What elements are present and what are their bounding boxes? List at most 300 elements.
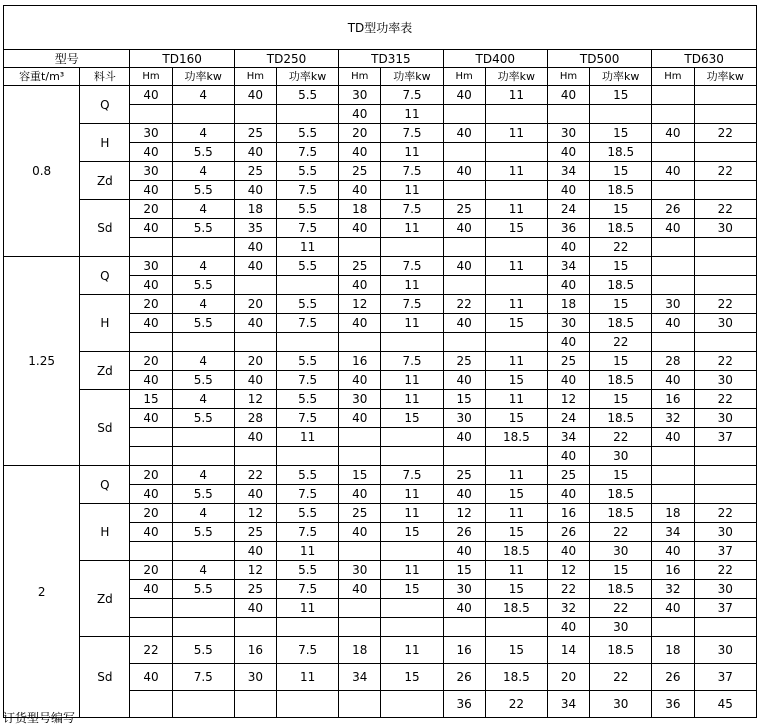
power-value-cell: 15 xyxy=(485,219,547,238)
hm-value-cell: 40 xyxy=(547,238,589,257)
power-value-cell: 22 xyxy=(694,200,757,219)
power-value-cell xyxy=(694,105,757,124)
hm-value-cell: 30 xyxy=(547,124,589,143)
power-value-cell xyxy=(381,599,443,618)
power-value-cell: 30 xyxy=(694,523,757,542)
power-value-cell: 15 xyxy=(590,257,652,276)
power-value-cell: 15 xyxy=(485,314,547,333)
hm-value-cell: 26 xyxy=(652,664,694,691)
hm-value-cell: 25 xyxy=(339,504,381,523)
material-header: 料斗 xyxy=(80,68,130,86)
hm-value-cell: 26 xyxy=(547,523,589,542)
hm-value-cell xyxy=(234,618,276,637)
power-value-cell: 15 xyxy=(590,352,652,371)
hm-value-cell: 30 xyxy=(443,580,485,599)
power-value-cell: 4 xyxy=(172,200,234,219)
hm-value-cell xyxy=(652,143,694,162)
hm-value-cell: 12 xyxy=(547,561,589,580)
power-value-cell xyxy=(694,333,757,352)
hm-value-cell: 40 xyxy=(339,219,381,238)
hm-value-cell: 40 xyxy=(234,86,276,105)
td-power-table xyxy=(3,5,757,718)
power-value-cell xyxy=(277,105,339,124)
capacity-cell: 0.8 xyxy=(4,86,80,257)
power-value-cell: 11 xyxy=(485,295,547,314)
power-value-cell: 22 xyxy=(485,691,547,718)
hm-value-cell: 30 xyxy=(234,664,276,691)
power-header: 功率kw xyxy=(277,68,339,86)
power-value-cell xyxy=(381,542,443,561)
hm-value-cell: 20 xyxy=(130,561,172,580)
power-value-cell: 18.5 xyxy=(590,143,652,162)
power-value-cell: 7.5 xyxy=(277,371,339,390)
hm-value-cell: 40 xyxy=(234,371,276,390)
hm-value-cell: 25 xyxy=(234,580,276,599)
hm-value-cell: 40 xyxy=(443,314,485,333)
hm-value-cell: 12 xyxy=(547,390,589,409)
hm-value-cell: 40 xyxy=(547,542,589,561)
hm-value-cell: 12 xyxy=(339,295,381,314)
power-value-cell: 22 xyxy=(694,162,757,181)
power-value-cell: 5.5 xyxy=(277,352,339,371)
power-value-cell: 11 xyxy=(485,200,547,219)
hm-value-cell: 40 xyxy=(234,181,276,200)
power-value-cell xyxy=(172,599,234,618)
power-value-cell: 37 xyxy=(694,599,757,618)
hm-value-cell: 40 xyxy=(547,181,589,200)
hm-value-cell: 30 xyxy=(130,162,172,181)
power-value-cell: 11 xyxy=(277,428,339,447)
hm-value-cell: 28 xyxy=(234,409,276,428)
hm-value-cell: 15 xyxy=(443,561,485,580)
hm-value-cell: 40 xyxy=(130,143,172,162)
power-value-cell: 15 xyxy=(590,390,652,409)
hm-value-cell xyxy=(443,238,485,257)
hm-value-cell: 18 xyxy=(339,200,381,219)
power-value-cell: 7.5 xyxy=(381,352,443,371)
power-value-cell: 22 xyxy=(694,352,757,371)
power-value-cell: 15 xyxy=(381,664,443,691)
power-value-cell: 7.5 xyxy=(381,200,443,219)
hm-value-cell: 40 xyxy=(234,599,276,618)
power-value-cell: 15 xyxy=(590,295,652,314)
power-value-cell: 30 xyxy=(694,371,757,390)
hm-value-cell xyxy=(443,105,485,124)
hm-value-cell: 22 xyxy=(443,295,485,314)
hm-value-cell: 25 xyxy=(234,162,276,181)
hm-value-cell xyxy=(339,428,381,447)
power-value-cell xyxy=(172,542,234,561)
power-value-cell: 4 xyxy=(172,504,234,523)
hm-value-cell: 26 xyxy=(443,664,485,691)
power-value-cell: 30 xyxy=(590,542,652,561)
power-value-cell: 7.5 xyxy=(277,219,339,238)
power-value-cell: 7.5 xyxy=(277,580,339,599)
table-row xyxy=(4,352,757,371)
hm-value-cell: 24 xyxy=(547,200,589,219)
hm-value-cell: 12 xyxy=(234,504,276,523)
power-value-cell xyxy=(694,181,757,200)
power-value-cell: 18.5 xyxy=(590,637,652,664)
power-value-cell xyxy=(694,86,757,105)
hm-value-cell xyxy=(652,238,694,257)
hm-value-cell: 40 xyxy=(234,257,276,276)
hm-value-cell: 15 xyxy=(443,390,485,409)
hm-value-cell xyxy=(130,542,172,561)
hm-value-cell: 15 xyxy=(130,390,172,409)
hm-value-cell: 16 xyxy=(547,504,589,523)
power-value-cell: 11 xyxy=(381,637,443,664)
power-value-cell: 5.5 xyxy=(172,523,234,542)
hm-value-cell xyxy=(443,181,485,200)
power-value-cell: 15 xyxy=(485,409,547,428)
power-value-cell: 5.5 xyxy=(277,124,339,143)
power-value-cell: 11 xyxy=(485,257,547,276)
table-row xyxy=(4,257,757,276)
power-value-cell: 5.5 xyxy=(172,314,234,333)
power-value-cell: 30 xyxy=(590,447,652,466)
power-value-cell xyxy=(694,257,757,276)
hm-value-cell: 25 xyxy=(339,257,381,276)
power-value-cell: 4 xyxy=(172,561,234,580)
power-value-cell xyxy=(694,447,757,466)
power-value-cell: 15 xyxy=(485,485,547,504)
power-value-cell: 22 xyxy=(590,664,652,691)
hm-value-cell xyxy=(443,447,485,466)
power-value-cell xyxy=(172,618,234,637)
hm-value-cell xyxy=(130,599,172,618)
hm-value-cell: 40 xyxy=(339,409,381,428)
power-value-cell: 7.5 xyxy=(277,523,339,542)
power-value-cell: 18.5 xyxy=(590,409,652,428)
power-value-cell: 18.5 xyxy=(590,580,652,599)
bucket-type-cell: Zd xyxy=(80,352,130,390)
power-value-cell: 15 xyxy=(590,124,652,143)
hm-value-cell: 40 xyxy=(234,143,276,162)
hm-value-cell: 14 xyxy=(547,637,589,664)
power-value-cell: 18.5 xyxy=(485,599,547,618)
hm-value-cell: 40 xyxy=(339,580,381,599)
model-header-td315: TD315 xyxy=(339,50,443,68)
hm-value-cell: 40 xyxy=(652,219,694,238)
power-value-cell: 15 xyxy=(590,162,652,181)
power-value-cell: 4 xyxy=(172,162,234,181)
power-value-cell: 30 xyxy=(590,691,652,718)
hm-value-cell xyxy=(547,105,589,124)
power-value-cell: 7.5 xyxy=(277,143,339,162)
power-value-cell xyxy=(694,238,757,257)
power-value-cell: 5.5 xyxy=(277,504,339,523)
power-value-cell xyxy=(694,485,757,504)
table-row xyxy=(4,561,757,580)
power-value-cell: 7.5 xyxy=(172,664,234,691)
hm-value-cell: 40 xyxy=(130,485,172,504)
hm-value-cell: 40 xyxy=(443,162,485,181)
hm-value-cell: 40 xyxy=(652,371,694,390)
power-value-cell xyxy=(694,276,757,295)
hm-value-cell: 18 xyxy=(234,200,276,219)
hm-value-cell: 26 xyxy=(443,523,485,542)
power-value-cell: 11 xyxy=(381,181,443,200)
hm-value-cell: 32 xyxy=(652,409,694,428)
bucket-type-cell: Q xyxy=(80,466,130,504)
power-value-cell: 11 xyxy=(381,371,443,390)
hm-value-cell: 22 xyxy=(547,580,589,599)
hm-value-cell: 26 xyxy=(652,200,694,219)
hm-value-cell: 40 xyxy=(234,428,276,447)
hm-value-cell xyxy=(234,276,276,295)
hm-value-cell: 20 xyxy=(130,200,172,219)
hm-value-cell xyxy=(339,599,381,618)
power-value-cell: 18.5 xyxy=(590,485,652,504)
hm-value-cell: 40 xyxy=(234,485,276,504)
power-value-cell: 5.5 xyxy=(277,200,339,219)
power-value-cell: 5.5 xyxy=(277,466,339,485)
table-row xyxy=(4,295,757,314)
hm-value-cell: 36 xyxy=(443,691,485,718)
power-value-cell: 18.5 xyxy=(590,504,652,523)
hm-value-cell: 40 xyxy=(443,257,485,276)
hm-value-cell: 24 xyxy=(547,409,589,428)
bucket-type-cell: Q xyxy=(80,86,130,124)
power-value-cell: 5.5 xyxy=(172,143,234,162)
power-table-sheet xyxy=(3,5,757,718)
footer-note: 订货型号编写 xyxy=(3,711,76,725)
hm-value-cell: 40 xyxy=(234,314,276,333)
hm-value-cell: 36 xyxy=(652,691,694,718)
hm-value-cell xyxy=(339,333,381,352)
hm-value-cell: 40 xyxy=(130,314,172,333)
power-value-cell: 11 xyxy=(485,466,547,485)
hm-value-cell xyxy=(652,276,694,295)
model-header-td160: TD160 xyxy=(130,50,234,68)
power-value-cell: 15 xyxy=(590,86,652,105)
hm-value-cell xyxy=(130,691,172,718)
power-value-cell: 5.5 xyxy=(277,86,339,105)
power-header: 功率kw xyxy=(694,68,757,86)
hm-value-cell: 34 xyxy=(547,428,589,447)
hm-value-cell: 40 xyxy=(652,314,694,333)
power-value-cell: 7.5 xyxy=(277,637,339,664)
bucket-type-cell: Sd xyxy=(80,390,130,466)
hm-value-cell: 40 xyxy=(652,124,694,143)
hm-value-cell: 16 xyxy=(652,390,694,409)
hm-value-cell: 40 xyxy=(547,485,589,504)
hm-value-cell: 40 xyxy=(652,542,694,561)
bucket-type-cell: Zd xyxy=(80,561,130,637)
power-value-cell: 18.5 xyxy=(590,181,652,200)
hm-value-cell: 30 xyxy=(339,86,381,105)
power-value-cell: 5.5 xyxy=(277,390,339,409)
watermark xyxy=(300,345,307,370)
power-value-cell: 18.5 xyxy=(485,664,547,691)
power-value-cell: 22 xyxy=(590,428,652,447)
power-value-cell: 5.5 xyxy=(172,276,234,295)
hm-value-cell: 34 xyxy=(339,664,381,691)
hm-value-cell: 22 xyxy=(130,637,172,664)
hm-value-cell xyxy=(339,238,381,257)
hm-value-cell: 32 xyxy=(652,580,694,599)
hm-value-cell: 40 xyxy=(652,599,694,618)
power-value-cell: 11 xyxy=(381,485,443,504)
power-value-cell xyxy=(277,333,339,352)
table-row xyxy=(4,200,757,219)
table-title: TD型功率表 xyxy=(4,6,757,50)
hm-value-cell xyxy=(443,143,485,162)
hm-value-cell: 30 xyxy=(339,390,381,409)
power-value-cell xyxy=(485,143,547,162)
hm-value-cell xyxy=(234,691,276,718)
hm-value-cell xyxy=(652,86,694,105)
power-header: 功率kw xyxy=(590,68,652,86)
hm-value-cell: 15 xyxy=(339,466,381,485)
hm-value-cell: 40 xyxy=(234,542,276,561)
power-value-cell: 22 xyxy=(590,238,652,257)
hm-value-cell: 40 xyxy=(652,428,694,447)
hm-header: Hm xyxy=(652,68,694,86)
hm-value-cell: 40 xyxy=(234,238,276,257)
table-row xyxy=(4,124,757,143)
hm-value-cell: 30 xyxy=(547,314,589,333)
power-value-cell: 7.5 xyxy=(277,485,339,504)
model-header-td250: TD250 xyxy=(234,50,338,68)
hm-value-cell: 28 xyxy=(652,352,694,371)
hm-value-cell xyxy=(443,276,485,295)
hm-value-cell: 40 xyxy=(443,124,485,143)
hm-value-cell: 18 xyxy=(547,295,589,314)
hm-value-cell: 40 xyxy=(339,314,381,333)
power-value-cell xyxy=(381,691,443,718)
power-value-cell xyxy=(277,447,339,466)
table-row xyxy=(4,504,757,523)
power-value-cell: 22 xyxy=(590,599,652,618)
power-value-cell: 11 xyxy=(277,599,339,618)
power-value-cell: 18.5 xyxy=(485,542,547,561)
hm-value-cell xyxy=(130,105,172,124)
hm-value-cell: 34 xyxy=(547,162,589,181)
power-value-cell: 7.5 xyxy=(381,162,443,181)
hm-header: Hm xyxy=(443,68,485,86)
power-value-cell: 5.5 xyxy=(172,219,234,238)
power-value-cell xyxy=(694,143,757,162)
power-value-cell: 18.5 xyxy=(590,371,652,390)
bucket-type-cell: Zd xyxy=(80,162,130,200)
hm-value-cell: 25 xyxy=(339,162,381,181)
power-value-cell: 11 xyxy=(277,664,339,691)
power-value-cell: 30 xyxy=(590,618,652,637)
hm-value-cell: 40 xyxy=(547,447,589,466)
hm-value-cell: 18 xyxy=(652,637,694,664)
power-value-cell: 37 xyxy=(694,428,757,447)
capacity-cell: 1.25 xyxy=(4,257,80,466)
power-value-cell: 30 xyxy=(694,637,757,664)
power-value-cell xyxy=(277,691,339,718)
power-value-cell: 11 xyxy=(485,504,547,523)
hm-value-cell: 20 xyxy=(130,466,172,485)
hm-value-cell xyxy=(443,333,485,352)
power-value-cell xyxy=(277,276,339,295)
power-value-cell: 7.5 xyxy=(277,314,339,333)
power-value-cell xyxy=(172,447,234,466)
power-value-cell: 4 xyxy=(172,295,234,314)
power-value-cell: 4 xyxy=(172,86,234,105)
power-value-cell: 15 xyxy=(590,561,652,580)
hm-value-cell xyxy=(652,447,694,466)
hm-value-cell: 40 xyxy=(652,162,694,181)
power-value-cell: 5.5 xyxy=(172,580,234,599)
power-value-cell: 15 xyxy=(485,637,547,664)
power-value-cell xyxy=(381,447,443,466)
hm-value-cell xyxy=(443,618,485,637)
hm-value-cell: 40 xyxy=(443,485,485,504)
hm-value-cell: 40 xyxy=(443,428,485,447)
hm-value-cell: 30 xyxy=(339,561,381,580)
power-value-cell: 11 xyxy=(381,561,443,580)
power-value-cell xyxy=(485,618,547,637)
hm-value-cell: 30 xyxy=(130,257,172,276)
hm-value-cell: 25 xyxy=(443,200,485,219)
model-header: 型号 xyxy=(4,50,130,68)
power-value-cell xyxy=(485,238,547,257)
hm-value-cell: 25 xyxy=(443,466,485,485)
hm-value-cell: 16 xyxy=(339,352,381,371)
power-value-cell: 18.5 xyxy=(590,314,652,333)
power-value-cell: 30 xyxy=(694,409,757,428)
power-value-cell xyxy=(172,691,234,718)
power-value-cell: 22 xyxy=(590,333,652,352)
hm-value-cell: 40 xyxy=(547,371,589,390)
power-value-cell xyxy=(381,618,443,637)
hm-value-cell: 40 xyxy=(130,276,172,295)
power-value-cell: 11 xyxy=(485,162,547,181)
hm-value-cell: 40 xyxy=(130,523,172,542)
power-value-cell xyxy=(590,105,652,124)
power-value-cell: 11 xyxy=(381,276,443,295)
power-value-cell: 11 xyxy=(485,124,547,143)
power-value-cell: 7.5 xyxy=(381,295,443,314)
power-value-cell xyxy=(381,333,443,352)
hm-value-cell: 22 xyxy=(234,466,276,485)
power-value-cell: 45 xyxy=(694,691,757,718)
hm-value-cell: 16 xyxy=(443,637,485,664)
hm-value-cell: 40 xyxy=(339,523,381,542)
hm-value-cell xyxy=(234,333,276,352)
power-value-cell: 30 xyxy=(694,314,757,333)
hm-value-cell: 40 xyxy=(339,105,381,124)
hm-value-cell: 40 xyxy=(339,181,381,200)
hm-value-cell: 40 xyxy=(339,143,381,162)
power-value-cell: 7.5 xyxy=(381,124,443,143)
hm-value-cell: 32 xyxy=(547,599,589,618)
power-value-cell: 15 xyxy=(590,200,652,219)
bucket-type-cell: H xyxy=(80,124,130,162)
hm-header: Hm xyxy=(339,68,381,86)
hm-value-cell xyxy=(130,618,172,637)
hm-value-cell: 34 xyxy=(547,257,589,276)
power-value-cell: 11 xyxy=(277,542,339,561)
table-row xyxy=(4,390,757,409)
hm-value-cell: 34 xyxy=(652,523,694,542)
hm-value-cell: 12 xyxy=(234,561,276,580)
hm-value-cell: 25 xyxy=(234,523,276,542)
hm-value-cell: 40 xyxy=(547,86,589,105)
power-value-cell: 5.5 xyxy=(277,162,339,181)
hm-value-cell xyxy=(234,447,276,466)
hm-value-cell: 40 xyxy=(339,276,381,295)
model-header-td400: TD400 xyxy=(443,50,547,68)
power-value-cell: 7.5 xyxy=(381,257,443,276)
power-value-cell: 11 xyxy=(381,504,443,523)
